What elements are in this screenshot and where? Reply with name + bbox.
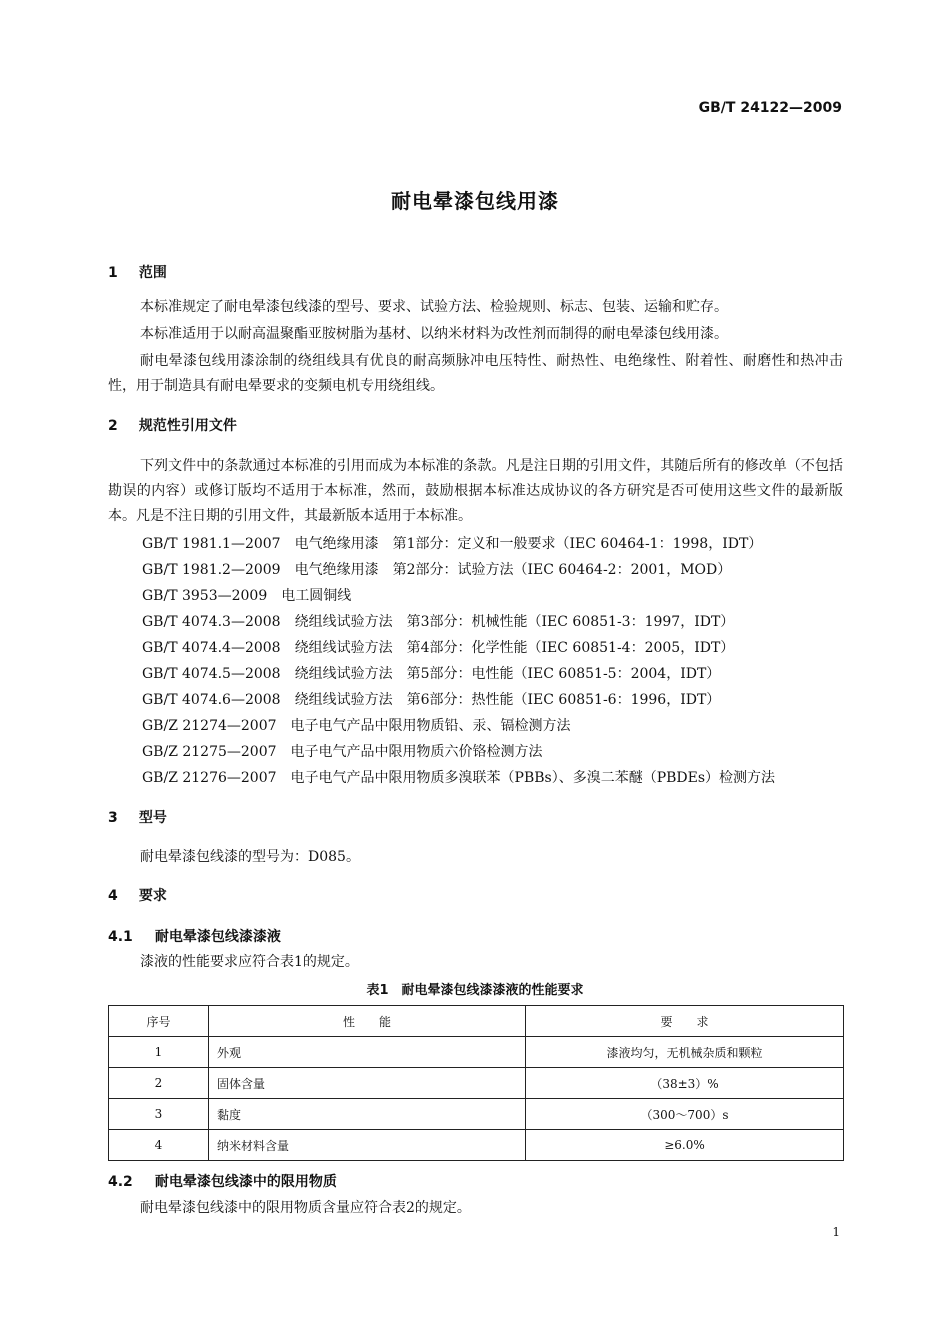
reference-item xyxy=(142,690,720,710)
reference-code: GB/T 4074.6—2008 xyxy=(142,692,281,708)
reference-title: 电工圆铜线 xyxy=(281,588,352,604)
reference-code: GB/T 4074.4—2008 xyxy=(142,640,281,656)
cell-requirement: （300～700）s xyxy=(526,1099,844,1130)
section-2-heading xyxy=(108,416,237,436)
reference-title: 绕组线试验方法 第4部分：化学性能（IEC 60851-4：2005，IDT） xyxy=(294,640,735,656)
table-row xyxy=(109,1099,844,1130)
reference-code: GB/Z 21276—2007 xyxy=(142,770,277,786)
document-title: 耐电晕漆包线用漆 xyxy=(391,189,559,213)
section-4-heading xyxy=(108,886,167,906)
section-number: 2 xyxy=(108,418,118,434)
cell-property: 外观 xyxy=(209,1037,526,1068)
reference-code: GB/T 4074.5—2008 xyxy=(142,666,281,682)
section-number: 4.1 xyxy=(108,929,133,945)
table-row xyxy=(109,1068,844,1099)
cell-requirement: ≥6.0% xyxy=(526,1130,844,1161)
reference-item xyxy=(142,560,731,580)
section-number: 4 xyxy=(108,888,118,904)
reference-title: 绕组线试验方法 第5部分：电性能（IEC 60851-5：2004，IDT） xyxy=(294,666,721,682)
header-serial: 序号 xyxy=(109,1006,209,1037)
paragraph: 耐电晕漆包线漆的型号为：D085。 xyxy=(140,849,360,865)
reference-code: GB/T 3953—2009 xyxy=(142,588,268,604)
reference-code: GB/T 4074.3—2008 xyxy=(142,614,281,630)
reference-title: 绕组线试验方法 第6部分：热性能（IEC 60851-6：1996，IDT） xyxy=(294,692,721,708)
paragraph: 耐电晕漆包线用漆涂制的绕组线具有优良的耐高频脉冲电压特性、耐热性、电绝缘性、附着性、耐磨性和热冲击性，用于制造具有耐电晕要求的变频电机专用绕组线。 xyxy=(108,353,843,394)
reference-item xyxy=(142,586,351,606)
section-title: 范围 xyxy=(138,265,167,281)
section-number: 4.2 xyxy=(108,1174,133,1190)
reference-item xyxy=(142,638,734,658)
cell-serial: 1 xyxy=(109,1037,209,1068)
section-number: 1 xyxy=(108,265,118,281)
standard-code: GB/T 24122—2009 xyxy=(698,100,842,116)
cell-serial: 4 xyxy=(109,1130,209,1161)
section-1-heading xyxy=(108,263,167,283)
cell-serial: 2 xyxy=(109,1068,209,1099)
reference-title: 电子电气产品中限用物质六价铬检测方法 xyxy=(290,744,543,760)
section-3-heading xyxy=(108,808,167,828)
section-title: 耐电晕漆包线漆漆液 xyxy=(154,929,281,945)
table-1-caption: 表1 耐电晕漆包线漆漆液的性能要求 xyxy=(366,983,584,998)
cell-property: 固体含量 xyxy=(209,1068,526,1099)
page-number: 1 xyxy=(832,1225,840,1239)
section-number: 3 xyxy=(108,810,118,826)
reference-code: GB/T 1981.2—2009 xyxy=(142,562,281,578)
table-header-row xyxy=(109,1006,844,1037)
reference-item xyxy=(142,534,762,554)
reference-code: GB/Z 21275—2007 xyxy=(142,744,277,760)
cell-property: 纳米材料含量 xyxy=(209,1130,526,1161)
paragraph: 本标准适用于以耐高温聚酯亚胺树脂为基材、以纳米材料为改性剂而制得的耐电晕漆包线用漆。 xyxy=(140,326,728,342)
header-requirement: 要 求 xyxy=(526,1006,844,1037)
table-row xyxy=(109,1130,844,1161)
cell-requirement: 漆液均匀，无机械杂质和颗粒 xyxy=(526,1037,844,1068)
cell-property: 黏度 xyxy=(209,1099,526,1130)
section-4-2-heading xyxy=(108,1172,337,1192)
table-row xyxy=(109,1037,844,1068)
section-title: 型号 xyxy=(138,810,167,826)
reference-code: GB/T 1981.1—2007 xyxy=(142,536,281,552)
reference-item xyxy=(142,768,775,788)
reference-item xyxy=(142,716,571,736)
reference-item xyxy=(142,664,720,684)
paragraph: 漆液的性能要求应符合表1的规定。 xyxy=(140,954,359,970)
reference-item xyxy=(142,742,543,762)
cell-requirement: （38±3）% xyxy=(526,1068,844,1099)
section-title: 耐电晕漆包线漆中的限用物质 xyxy=(154,1174,337,1190)
reference-title: 电气绝缘用漆 第2部分：试验方法（IEC 60464-2：2001，MOD） xyxy=(294,562,732,578)
reference-title: 电气绝缘用漆 第1部分：定义和一般要求（IEC 60464-1：1998，IDT） xyxy=(294,536,763,552)
reference-title: 电子电气产品中限用物质多溴联苯（PBBs）、多溴二苯醚（PBDEs）检测方法 xyxy=(290,770,776,786)
reference-title: 绕组线试验方法 第3部分：机械性能（IEC 60851-3：1997，IDT） xyxy=(294,614,735,630)
section-title: 要求 xyxy=(138,888,167,904)
reference-title: 电子电气产品中限用物质铅、汞、镉检测方法 xyxy=(290,718,571,734)
reference-code: GB/Z 21274—2007 xyxy=(142,718,277,734)
header-property: 性 能 xyxy=(209,1006,526,1037)
section-title: 规范性引用文件 xyxy=(138,418,237,434)
paragraph: 耐电晕漆包线漆中的限用物质含量应符合表2的规定。 xyxy=(140,1200,471,1216)
section-4-1-heading xyxy=(108,927,281,947)
reference-item xyxy=(142,612,734,632)
cell-serial: 3 xyxy=(109,1099,209,1130)
paragraph: 本标准规定了耐电晕漆包线漆的型号、要求、试验方法、检验规则、标志、包装、运输和贮存。 xyxy=(140,299,728,315)
table-1 xyxy=(108,1005,844,1161)
paragraph: 下列文件中的条款通过本标准的引用而成为本标准的条款。凡是注日期的引用文件，其随后所有的修改单（不包括勘误的内容）或修订版均不适用于本标准，然而，鼓励根据本标准达成协议的各方研究是否可使用这些文件的最新版本。凡是不注日期的引用文件，其最新版本适用于本标准。 xyxy=(108,458,843,524)
